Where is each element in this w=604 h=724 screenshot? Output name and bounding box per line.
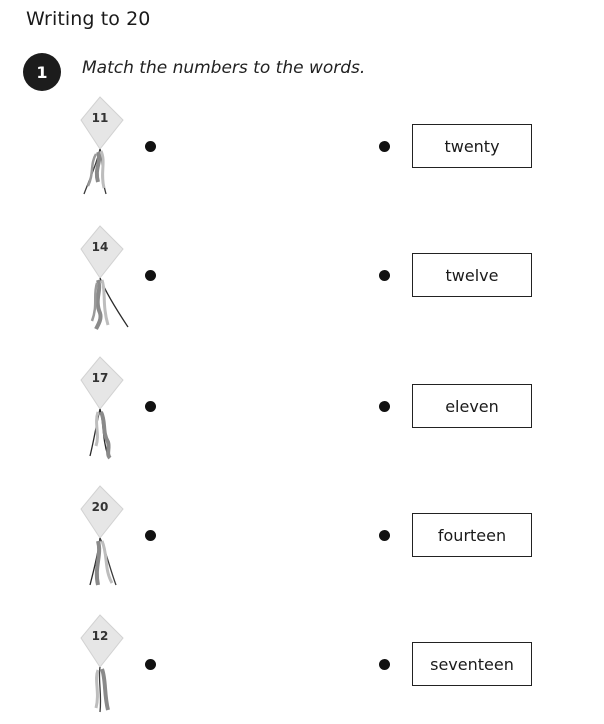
match-row xyxy=(0,614,604,724)
word-box: fourteen xyxy=(412,513,532,557)
number-match-dot[interactable] xyxy=(145,401,156,412)
kite-number: 12 xyxy=(91,629,109,643)
question-instruction: Match the numbers to the words. xyxy=(82,58,366,78)
word-box: eleven xyxy=(412,384,532,428)
number-match-dot[interactable] xyxy=(145,530,156,541)
page-title: Writing to 20 xyxy=(26,8,151,30)
match-row xyxy=(0,225,604,335)
match-row xyxy=(0,485,604,595)
word-match-dot[interactable] xyxy=(379,659,390,670)
word-match-dot[interactable] xyxy=(379,530,390,541)
word-match-dot[interactable] xyxy=(379,141,390,152)
match-row xyxy=(0,356,604,466)
number-match-dot[interactable] xyxy=(145,270,156,281)
word-box: twenty xyxy=(412,124,532,168)
number-match-dot[interactable] xyxy=(145,659,156,670)
number-match-dot[interactable] xyxy=(145,141,156,152)
kite-number: 11 xyxy=(91,111,109,125)
match-row xyxy=(0,96,604,206)
word-box: seventeen xyxy=(412,642,532,686)
kite-number: 20 xyxy=(91,500,109,514)
word-match-dot[interactable] xyxy=(379,401,390,412)
word-match-dot[interactable] xyxy=(379,270,390,281)
question-number-badge: 1 xyxy=(23,53,61,91)
kite-number: 14 xyxy=(91,240,109,254)
kite-number: 17 xyxy=(91,371,109,385)
word-box: twelve xyxy=(412,253,532,297)
